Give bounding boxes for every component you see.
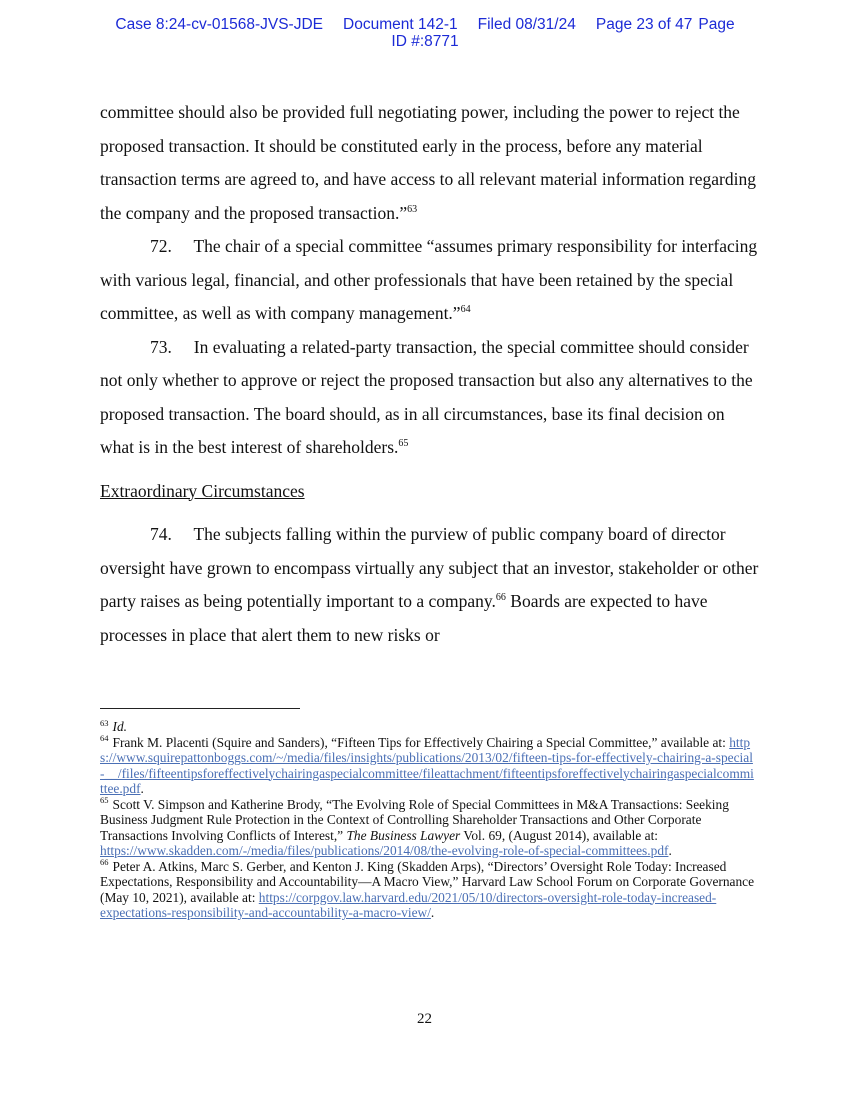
document-number: Document 142-1 [343,16,458,33]
case-number: Case 8:24-cv-01568-JVS-JDE [115,16,324,33]
footnote-ref-65[interactable]: 65 [398,438,409,450]
body-text [100,96,760,652]
footnote-66: $^{66}$ Peter A. Atkins, Marc S. Gerber, and Kenton J. King (Skadden Arps), “Directors’ Oversight Role Today: Increased Expectations, Responsibility and Accountability—A Macro View,” Harvard Law School Forum on Corporate Governance (May 10, 2021), available at: https://corpgov.law.harvard.edu/2021/05/10/directors-oversight-role-today-increased-expectations-responsibility-and-accountability-a-macro-view/. [100,857,755,920]
footnotes [100,719,755,921]
paragraph-72: 72. The chair of a special committee “assumes primary responsibility for interfacing with various legal, financial, and other professionals that have been retained by the special committee, as well as with company management.”$^{64}$ [100,236,758,323]
footnote-64: $^{64}$ Frank M. Placenti (Squire and Sanders), “Fifteen Tips for Effectively Chairing a Special Committee,” available at: https://www.squirepattonboggs.com/~/media/files/insights/publications/2013/02/fifteen-tips-for-effectively-chairing-a-special-__/files/fifteentipsforeffectivelychairingaspecialcommittee/fileattachment/fifteentipsforeffectivelychairingaspecialcommittee.pdf. [100,733,754,796]
page-number: 22 [417,1011,432,1027]
footnote-ref-66[interactable]: 66 [495,592,506,604]
section-heading: Extraordinary Circumstances [100,480,305,501]
footnote-63: $^{63}$ Id. [100,717,128,734]
footnote-66-link[interactable]: https://corpgov.law.harvard.edu/2021/05/10/directors-oversight-role-today-increased-expectations-responsibility-and-accountability-a-macro-view/ [100,889,717,920]
page-id: ID #:8771 [391,33,459,50]
filed-date: Filed 08/31/24 [477,16,576,33]
paragraph-number: 74. [150,524,172,544]
footnote-64-link[interactable]: https://www.squirepattonboggs.com/~/media/files/insights/publications/2013/02/fifteen-tips-for-effectively-chairing-a-special-__/files/fifteentipsforeffectivelychairingaspecialcommittee/fileattachment/fifteentipsforeffectivelychairingaspecialcommittee.pdf [100,734,754,796]
footnote-divider [100,708,300,709]
paragraph-number: 73. [150,336,172,357]
footnote-65: $^{65}$ Scott V. Simpson and Katherine Brody, “The Evolving Role of Special Committees in M&A Transactions: Seeking Business Judgment Rule Protection in the Context of Controlling Shareholder Transactions and Other Corporate Transactions Involving Conflicts of Interest,” The Business Lawyer Vol. 69, (August 2014), available at: https://www.skadden.com/-/media/files/publications/2014/08/the-evolving-role-of-special-committees.pdf. [100,795,729,858]
page-of: Page 23 of 47 [595,16,693,33]
page-label: Page [698,16,735,33]
case-header [60,16,790,50]
footnote-ref-63[interactable]: 63 [407,203,418,215]
footnote-65-link[interactable]: https://www.skadden.com/-/media/files/publications/2014/08/the-evolving-role-of-special-committees.pdf [100,843,669,858]
paragraph-74: 74. The subjects falling within the purview of public company board of director oversight have grown to encompass virtually any subject that an investor, stakeholder or other party raises as being potentially important to a company.$^{66}$ Boards are expected to have processes in place that alert them to new risks or [100,524,759,645]
paragraph-continued: committee should also be provided full negotiating power, including the power to reject the proposed transaction. It should be constituted early in the process, before any material transaction terms are agreed to, and have access to all relevant material information regarding the company and the proposed transaction.”$^{63}$ [100,102,756,223]
paragraph-73: 73. In evaluating a related-party transaction, the special committee should consider not only whether to approve or reject the proposed transaction but also any alternatives to the proposed transaction. The board should, as in all circumstances, base its final decision on what is in the best interest of shareholders.$^{65}$ [100,336,753,457]
footnote-ref-64[interactable]: 64 [460,304,471,316]
paragraph-number: 72. [150,236,172,256]
